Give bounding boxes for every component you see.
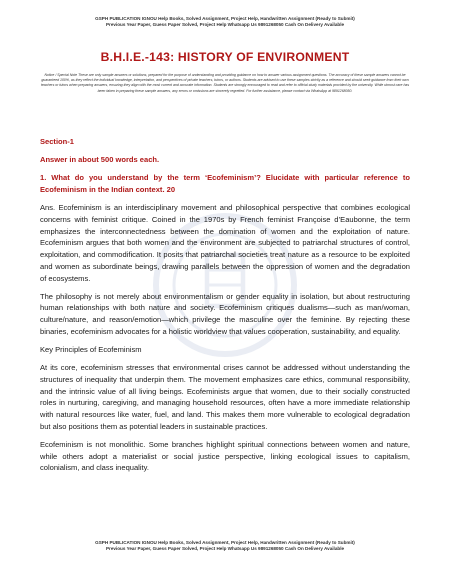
page-footer [40, 540, 410, 553]
section-heading: Section-1 [40, 137, 74, 146]
answer-paragraph: The philosophy is not merely about environmentalism or gender equality in isolation, but about restructuring human relationships with both nature and society. Ecofeminism critiques dualisms—such as man/woman, culture/nature, and reason/emotion—which privilege the masculine over the feminine. By rejecting these binaries, ecofeminism advocates for a holistic worldview that values cooperation, sustainability, and equality. [40, 291, 410, 336]
answer-paragraph: Ecofeminism is not monolithic. Some branches highlight spiritual connections between women and nature, while others adopt a materialist or social justice perspective, linking ecological issues to capitalism, colonialism, and class inequality. [40, 439, 410, 473]
instruction-text: Answer in about 500 words each. [40, 155, 160, 165]
answer-paragraph: At its core, ecofeminism stresses that environmental crises cannot be addressed without understanding the structures of inequality that underpin them. The movement emphasizes care ethics, communal responsibility, and the intrinsic value of all living beings. Ecofeminists argue that women, due to their socially constructed roles in nurturing, caregiving, and managing household resources, often have a more immediate relationship with natural resources like water, fuel, and land. This makes them more vulnerable to ecological degradation but also positions them as potential leaders in sustainable practices. [40, 363, 410, 431]
header-line-1: GSPH PUBLICATION IGNOU Help Books, Solved Assignment, Project Help, Handwritten Assignment (Ready to Submit) [95, 16, 355, 21]
document-title: B.H.I.E.-143: HISTORY OF ENVIRONMENT [100, 50, 350, 64]
notice-text: Notice / Special Note These are only sample answers or solutions, prepared for the purpose of understanding and providing guidance on how to answer various assignment questions. The accuracy of these sample answers cannot be guaranteed 100%, as they reflect the individual knowledge, interpretation, and perspectives of private teachers, tutors, or authors. Students are advised to use these samples strictly as a reference and should seek guidance from their own teachers or tutors when preparing answers, ensuring they align with the most current and accurate information. Students are strongly encouraged to read and refer to official study materials provided by the university. While utmost care has been taken in preparing these sample answers, any errors or omissions are sincerely regretted. For further assistance, please contact via WhatsApp at 9891268050. [40, 73, 410, 93]
document-body [40, 136, 410, 481]
footer-line-2: Previous Year Paper, Guess Paper Solved, Project Help Whatsapp Us 9891268050 Cash On Delivery Available [105, 546, 345, 552]
page-header [40, 16, 410, 29]
footer-line-1: GSPH PUBLICATION IGNOU Help Books, Solved Assignment, Project Help, Handwritten Assignment (Ready to Submit) [95, 540, 355, 545]
question-text: 1. What do you understand by the term ‘Ecofeminism’? Elucidate with particular reference to Ecofeminism in the Indian context. 20 [40, 173, 410, 195]
subheading: Key Principles of Ecofeminism [40, 345, 142, 355]
header-line-2: Previous Year Paper, Guess Paper Solved, Project Help Whatsapp Us 9891268050 Cash On Delivery Available [105, 22, 345, 28]
answer-paragraph: Ans. Ecofeminism is an interdisciplinary movement and philosophical perspective that combines ecological concerns with feminist critique. Coined in the 1970s by French feminist Françoise d’Eaubonne, the term emphasizes the interconnectedness between the domination of women and the exploitation of nature. Ecofeminism argues that both women and the environment are subjected to patriarchal structures of control, exploitation, and commodification. It posits that patriarchal societies treat nature as a resource to be exploited and women as subordinate beings, drawing parallels between the oppression of women and the degradation of ecosystems. [40, 203, 410, 283]
